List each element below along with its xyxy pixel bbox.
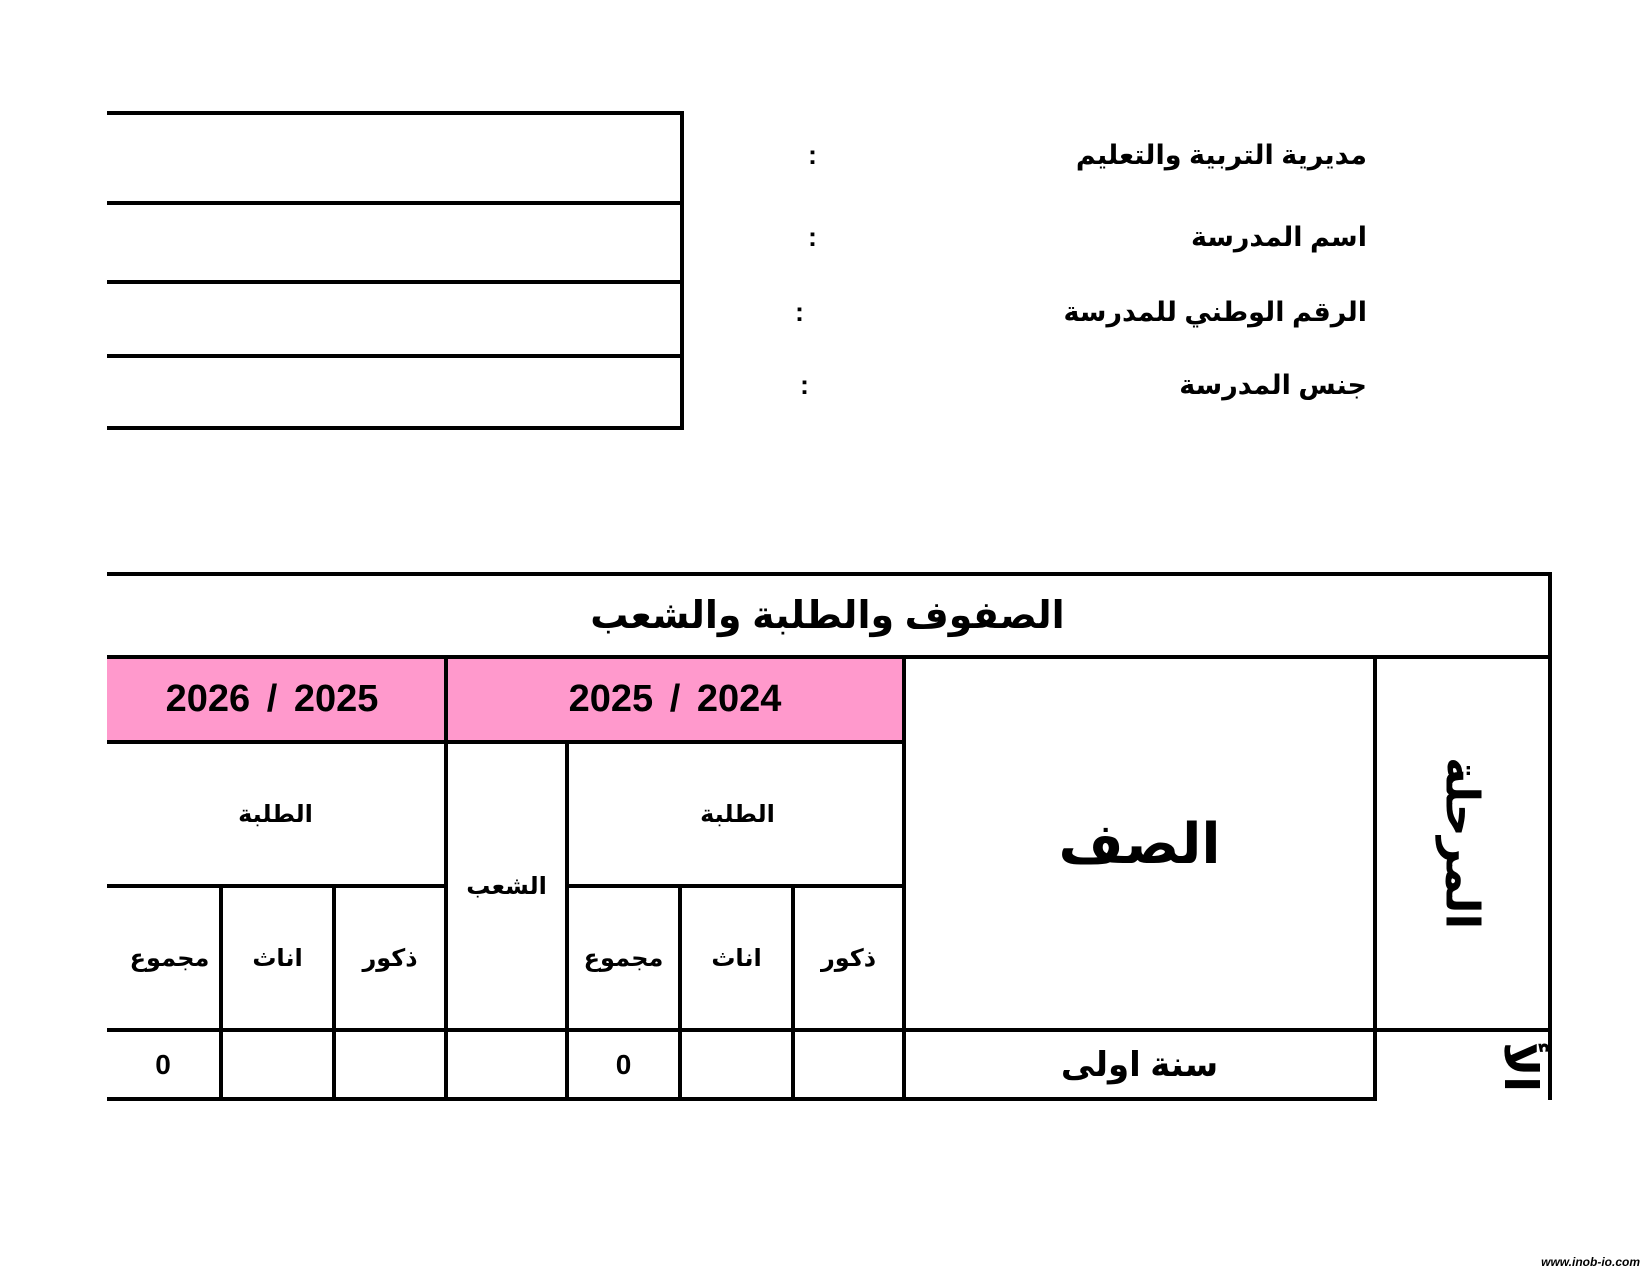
school-gender-field[interactable] [107,354,684,430]
row-total-2024: 0 [615,1048,632,1080]
row-class-name: سنة اولى [1060,1045,1219,1084]
total-header-2025: مجموع [129,944,210,972]
year-2024-label: 2025 / 2024 [568,678,782,720]
class-header: الصف [1058,811,1221,875]
sections-header: الشعب [466,872,547,900]
directorate-label: مديرية التربية والتعليم [1075,140,1367,170]
national-number-label: الرقم الوطني للمدرسة [1063,297,1367,327]
students-header-2024: الطلبة [700,800,775,828]
row-total-2025: 0 [155,1048,171,1080]
row-stage-label: الأ [1495,1041,1547,1093]
school-gender-colon: : [800,370,809,400]
females-header-2024: اناث [711,944,762,972]
row-bottom [107,1097,1377,1101]
national-number-colon: : [795,297,804,327]
year-2025-label: 2026 / 2025 [165,678,379,720]
national-number-field[interactable] [107,280,684,355]
stage-header: المرحلة [1436,757,1489,930]
males-header-2025: ذكور [362,944,418,972]
school-name-field[interactable] [107,201,684,281]
row-sections-2024[interactable] [448,1032,565,1097]
females-header-2025: اناث [252,944,303,972]
row-females-2025[interactable] [223,1032,332,1097]
school-name-label: اسم المدرسة [1190,222,1367,252]
footer-watermark: www.inob-io.com [1541,1255,1640,1269]
table-border-right [1548,572,1552,1100]
students-header-2025: الطلبة [238,800,313,828]
row-males-2024[interactable] [795,1032,902,1097]
row-females-2024[interactable] [682,1032,791,1097]
school-gender-label: جنس المدرسة [1179,370,1367,400]
males-header-2024: ذكور [820,944,877,972]
directorate-colon: : [808,140,817,170]
total-header-2024: مجموع [583,944,664,972]
row-males-2025[interactable] [336,1032,444,1097]
table-title: الصفوف والطلبة والشعب [590,595,1065,637]
school-name-colon: : [808,222,817,252]
directorate-field[interactable] [107,111,684,202]
